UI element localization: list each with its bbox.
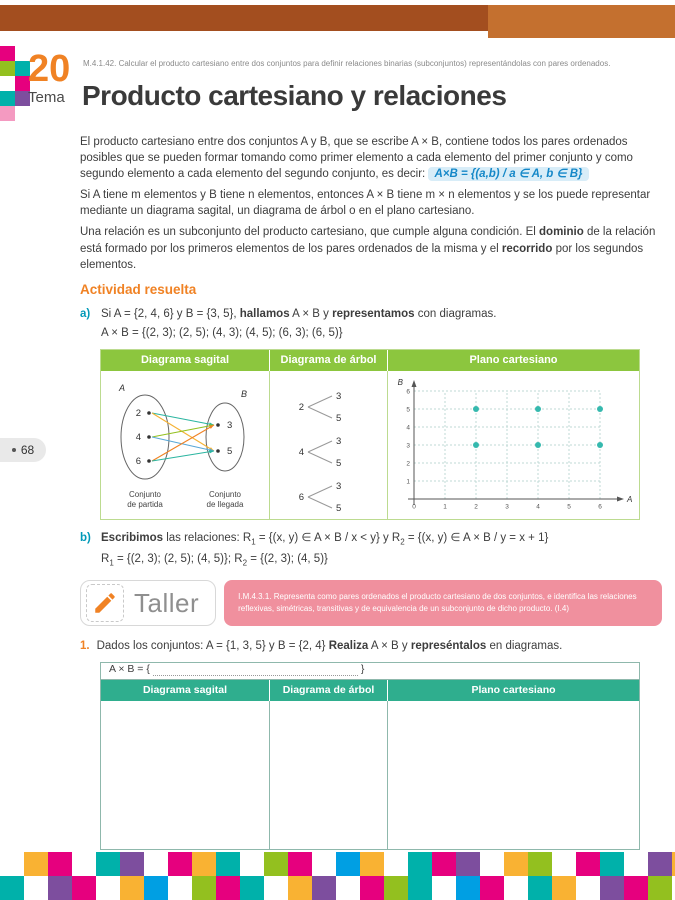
header-diagrama-sagital: Diagrama sagital — [140, 353, 230, 366]
page-tab-dot — [12, 448, 16, 452]
exercise-table-body — [101, 701, 639, 849]
x-axis-label: A — [626, 495, 632, 505]
svg-text:5: 5 — [335, 458, 341, 470]
exercise-1-text: Dados los conjuntos: A = {1, 3, 5} y B = {2, 4} Realiza A × B y represéntalos en diagramas. — [96, 640, 563, 653]
page-number-tab — [0, 438, 46, 462]
svg-text:2: 2 — [473, 503, 478, 511]
top-bar — [0, 5, 490, 31]
taller-standard: I.M.4.3.1. Representa como pares ordenados el producto cartesiano de dos conjuntos, e identifica las relaciones reflexivas, simétricas, transitivas y de equivalencia de un subconjunto de dicho producto. (I.4) — [224, 580, 662, 626]
svg-text:4: 4 — [135, 432, 141, 444]
item-a-text: Si A = {2, 4, 6} y B = {3, 5}, hallamos A × B y representamos con diagramas. — [101, 307, 497, 320]
exercise-table — [100, 662, 640, 850]
item-b-text: Escribimos las relaciones: $R_1 = \{(x$, y) ∈ A × B / x < y} y $R_2 = \{(x$, y) ∈ A × B / y = x + 1} — [101, 532, 549, 547]
caption-llegada-1: Conjunto — [208, 490, 242, 500]
theme-block — [28, 50, 80, 106]
svg-text:5: 5 — [405, 406, 410, 414]
p3-bold-dominio: dominio — [539, 226, 584, 239]
exercise-answer-row[interactable] — [101, 663, 639, 680]
solved-table-header — [101, 350, 639, 371]
svg-text:6: 6 — [405, 388, 410, 396]
answer-dotted-blank[interactable] — [153, 666, 358, 676]
content-column — [80, 134, 662, 850]
cartesian-plane — [389, 371, 639, 519]
taller-section — [80, 580, 662, 626]
product-result-line: A × B = {(2, 3); (2, 5); (4, 3); (4, 5); (6, 3); (6, 5)} — [101, 326, 343, 339]
svg-text:4: 4 — [535, 503, 540, 511]
cartesian-plane-cell — [387, 371, 639, 519]
sagittal-diagram — [105, 375, 265, 515]
pencil-icon — [86, 584, 124, 622]
svg-text:4: 4 — [298, 447, 304, 459]
taller-label: Taller — [134, 587, 200, 618]
solved-diagrams-table — [100, 349, 640, 520]
answer-suffix: } — [360, 662, 365, 675]
page-number: 68 — [20, 443, 35, 457]
item-b — [80, 530, 662, 547]
p3-text-1: Una relación es un subconjunto del producto cartesiano, que cumple alguna condición. El — [80, 226, 540, 239]
p3-bold-recorrido: recorrido — [501, 242, 553, 255]
caption-partida-2: de partida — [127, 500, 163, 510]
svg-text:3: 3 — [335, 436, 341, 448]
intro-paragraph-3 — [80, 224, 662, 272]
svg-text:1: 1 — [442, 503, 447, 511]
item-a-label: a) — [80, 307, 91, 320]
set-b-ellipse — [206, 403, 244, 471]
y-axis-label: B — [397, 378, 403, 388]
tree-diagram — [274, 375, 384, 515]
svg-text:0: 0 — [411, 503, 416, 511]
sagittal-elements-and-arrows — [136, 408, 233, 467]
svg-text:2: 2 — [405, 460, 410, 468]
svg-text:6: 6 — [298, 492, 304, 504]
tree-branches — [298, 391, 341, 514]
top-bar-accent — [488, 5, 675, 38]
ex-plane-empty-cell[interactable] — [387, 701, 639, 849]
exercise-1 — [80, 638, 662, 654]
header-plano-cartesiano: Plano cartesiano — [387, 350, 639, 371]
footer-mosaic — [0, 852, 675, 900]
relations-result-line: $R_1 = \{(2$, 3); (2, 5); (4, 5)}; $R_2 = \{(2$, 3); (4, 5)} — [101, 552, 328, 567]
svg-text:3: 3 — [504, 503, 509, 511]
svg-text:6: 6 — [135, 456, 141, 468]
curriculum-standard: M.4.1.42. Calcular el producto cartesiano entre dos conjuntos para definir relaciones binarias (subconjuntos) representándolas con pares ordenados. — [83, 59, 611, 68]
set-a-ellipse — [121, 395, 169, 479]
solved-table-body — [101, 371, 639, 519]
activity-heading: Actividad resuelta — [80, 281, 197, 297]
svg-text:3: 3 — [227, 420, 233, 432]
cartesian-product-formula: A×B = {(a,b) / a ∈ A, b ∈ B} — [428, 167, 588, 181]
ex-header-diagrama-sagital: Diagrama sagital — [142, 684, 228, 697]
caption-llegada-2: de llegada — [206, 500, 244, 510]
svg-text:4: 4 — [405, 424, 410, 432]
svg-text:2: 2 — [135, 408, 141, 420]
tree-diagram-cell — [269, 371, 387, 519]
item-a — [80, 306, 662, 322]
intro-paragraph-1 — [80, 134, 662, 182]
ex-tree-empty-cell[interactable] — [269, 701, 387, 849]
svg-text:2: 2 — [298, 402, 304, 414]
ex-header-plano-cartesiano: Plano cartesiano — [387, 680, 639, 701]
exercise-table-header — [101, 680, 639, 701]
page-title: Producto cartesiano y relaciones — [82, 80, 507, 111]
taller-label-box — [80, 580, 216, 626]
sagittal-diagram-cell — [101, 371, 269, 519]
intro-paragraph-1-text: El producto cartesiano entre dos conjuntos A y B, que se escribe A × B, contiene todos los pares ordenados posibles que se pueden formar tomando como primer elemento a cada elemento del primer conjunto y como segundo elemento a cada elemento del segundo conjunto, es decir: — [80, 136, 633, 181]
svg-text:3: 3 — [405, 442, 410, 450]
p3-text-3: por los segundos elementos. — [80, 242, 644, 271]
svg-text:1: 1 — [405, 478, 410, 486]
top-left-mosaic — [0, 46, 30, 121]
set-a-label: A — [119, 383, 126, 394]
svg-text:3: 3 — [335, 481, 341, 493]
svg-text:5: 5 — [227, 446, 233, 458]
exercise-1-number: 1. — [80, 640, 90, 653]
plane-grid — [406, 389, 602, 511]
svg-text:5: 5 — [566, 503, 571, 511]
svg-text:3: 3 — [335, 391, 341, 403]
answer-prefix: A × B = { — [109, 662, 150, 675]
y-axis-arrow — [411, 380, 416, 387]
svg-text:5: 5 — [335, 503, 341, 515]
caption-partida-1: Conjunto — [128, 490, 162, 500]
theme-number: 20 — [28, 48, 71, 90]
header-diagrama-arbol: Diagrama de árbol — [269, 350, 387, 371]
x-axis-arrow — [617, 497, 624, 502]
theme-label: Tema — [28, 89, 65, 106]
item-b-label: b) — [80, 532, 91, 545]
p3-text-2: de la relación está formado por los primeros elementos de los pares ordenados de la misma y el — [80, 226, 656, 255]
set-b-label: B — [241, 389, 248, 400]
ex-header-diagrama-arbol: Diagrama de árbol — [269, 680, 387, 701]
intro-paragraph-2: Si A tiene m elementos y B tiene n elementos, entonces A × B tiene m × n elementos y se los puede representar mediante un diagrama sagital, un diagrama de árbol o en el plano cartesiano. — [80, 189, 651, 218]
svg-text:5: 5 — [335, 413, 341, 425]
svg-text:6: 6 — [597, 503, 602, 511]
ex-sagittal-empty-cell[interactable] — [101, 701, 269, 849]
